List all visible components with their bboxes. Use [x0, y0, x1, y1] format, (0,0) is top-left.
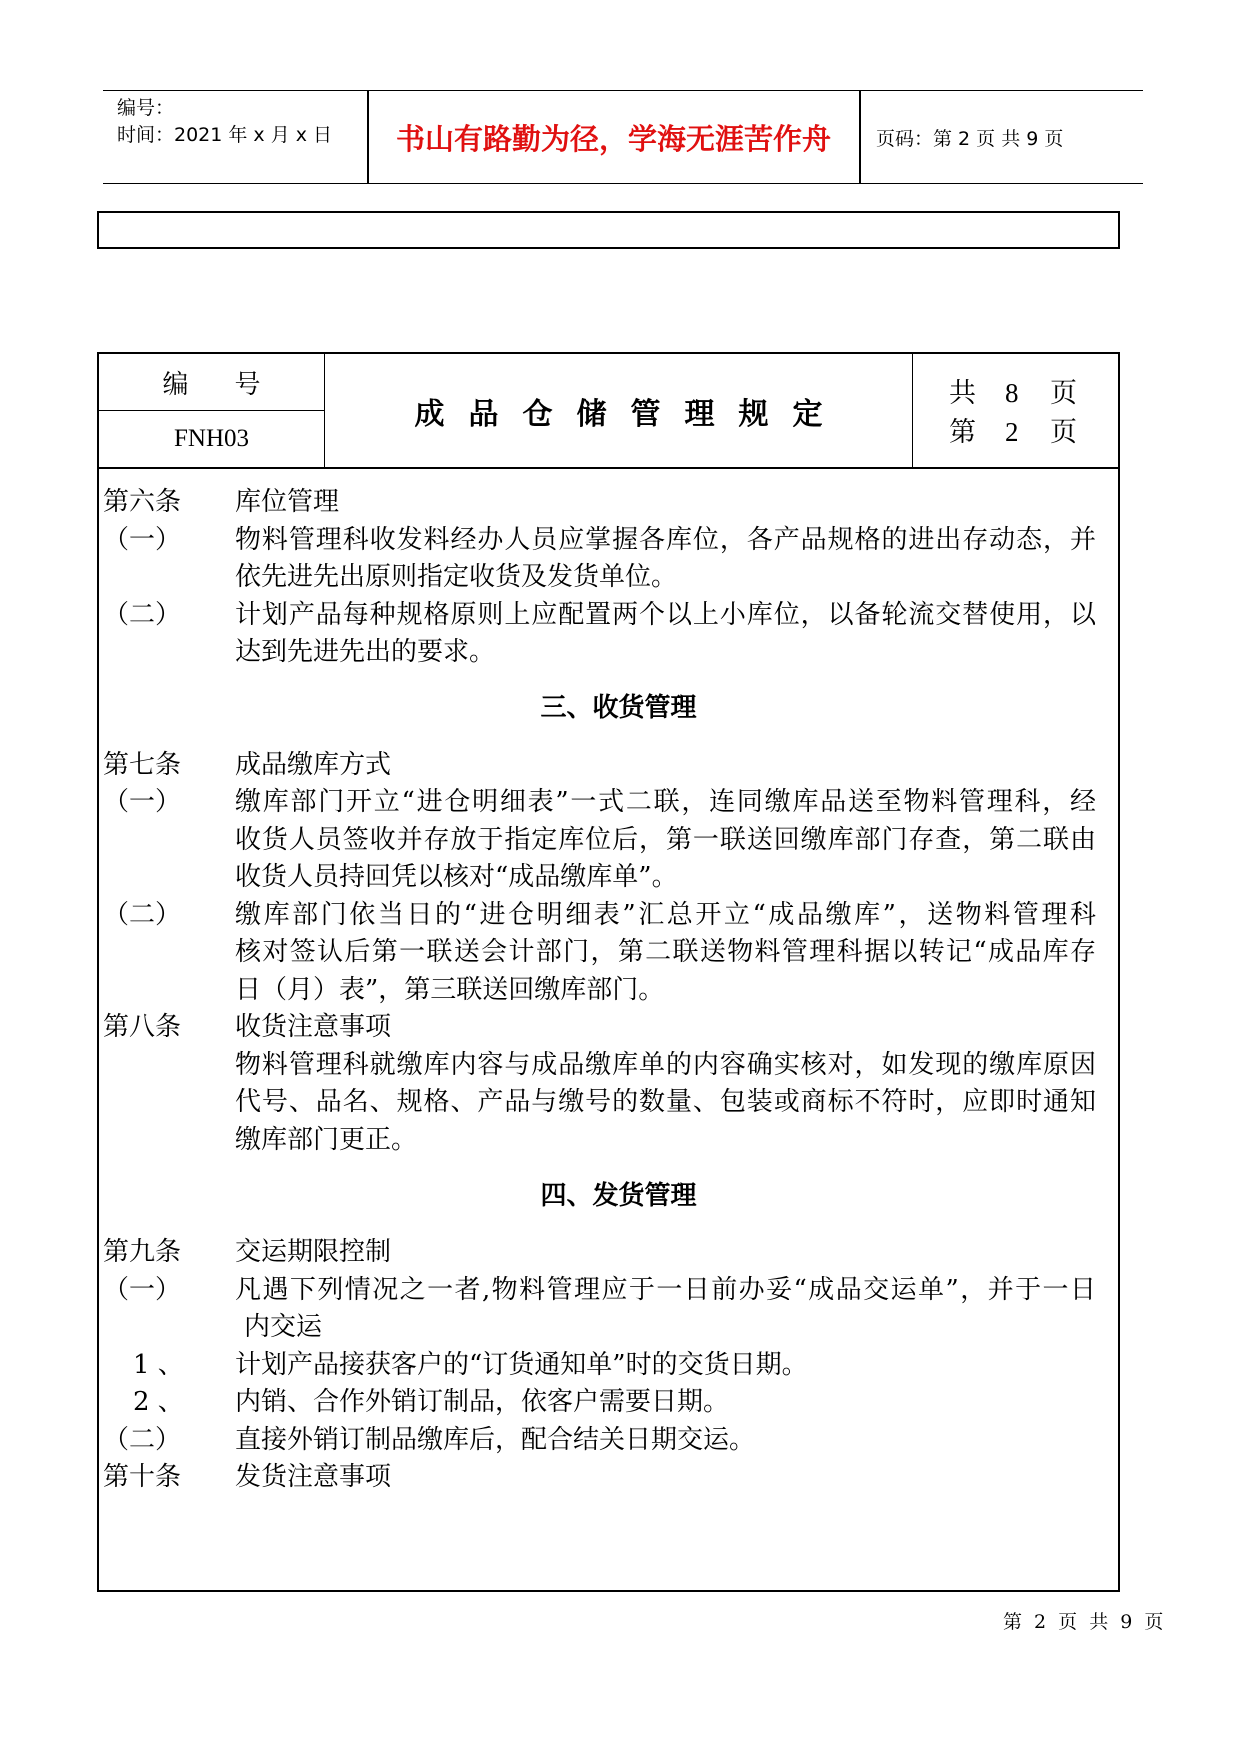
page-count-cell [913, 354, 1118, 467]
clause-line: 达到先进先出的要求。 [235, 637, 496, 667]
article-heading: 第六条 库位管理 [103, 487, 340, 517]
clause-line: （二） 计划产品每种规格原则上应配置两个以上小库位，以备轮流交替使用，以 [103, 599, 1096, 630]
article-heading: 第八条 收货注意事项 [103, 1012, 392, 1042]
code-value: FNH03 [173, 425, 249, 452]
code-cell [99, 354, 325, 467]
clause-line: （二） 缴库部门依当日的“进仓明细表”汇总开立“成品缴库”，送物料管理科 [103, 899, 1096, 930]
article-heading: 第七条 成品缴库方式 [103, 749, 392, 780]
clause-line: 内交运 [244, 1312, 323, 1342]
clause-line: 物料管理科就缴库内容与成品缴库单的内容确实核对，如发现的缴库原因 [235, 1049, 1096, 1080]
document-title: 成品仓储管理规定 [325, 354, 913, 467]
article-heading: 第十条 发货注意事项 [103, 1462, 392, 1492]
number-label: 编号： [117, 97, 175, 119]
document-body [99, 484, 1118, 1497]
empty-box [97, 211, 1120, 249]
document-title-row [99, 354, 1118, 469]
header-meta [117, 91, 367, 183]
section-heading: 四、发货管理 [540, 1180, 697, 1211]
page-header [103, 90, 1143, 184]
current-page-row: 第 2 页 [949, 417, 1077, 448]
code-label: 编号 [99, 354, 324, 411]
time-label: 时间：2021 年 x 月 x 日 [117, 124, 333, 146]
clause-line: （二） 直接外销订制品缴库后，配合结关日期交运。 [103, 1424, 756, 1455]
clause-line: 缴库部门更正。 [235, 1124, 418, 1155]
article-heading: 第九条 交运期限控制 [103, 1237, 392, 1267]
document-frame [97, 352, 1120, 1592]
clause-line: 收货人员签收并存放于指定库位后，第一联送回缴库部门存查，第二联由 [235, 824, 1096, 855]
clause-line: 代号、品名、规格、产品与缴号的数量、包装或商标不符时，应即时通知 [235, 1087, 1096, 1117]
clause-line: 收货人员持回凭以核对“成品缴库单”。 [235, 862, 678, 892]
total-pages-row: 共 8 页 [949, 378, 1077, 409]
header-motto: 书山有路勤为径，学海无涯苦作舟 [395, 121, 831, 156]
clause-line: （一） 凡遇下列情况之一者,物料管理应于一日前办妥“成品交运单”，并于一日 [103, 1274, 1096, 1305]
clause-line: （一） 缴库部门开立“进仓明细表”一式二联，连同缴库品送至物料管理科，经 [103, 787, 1096, 817]
clause-line: 核对签认后第一联送会计部门，第二联送物料管理科据以转记“成品库存 [235, 937, 1096, 967]
section-heading: 三、收货管理 [540, 693, 697, 724]
clause-line: 1 、 计划产品接获客户的“订货通知单”时的交货日期。 [133, 1349, 808, 1380]
header-page-info: 页码：第 2 页 共 9 页 [876, 127, 1064, 150]
clause-line: 日（月）表”，第三联送回缴库部门。 [235, 974, 665, 1005]
header-divider [859, 91, 861, 183]
clause-line: 依先进先出原则指定收货及发货单位。 [235, 562, 678, 592]
page-footer: 第 2 页 共 9 页 [1003, 1611, 1167, 1633]
clause-line: 2 、 内销、合作外销订制品，依客户需要日期。 [133, 1387, 730, 1417]
clause-line: （一） 物料管理科收发料经办人员应掌握各库位，各产品规格的进出存动态，并 [103, 524, 1096, 555]
